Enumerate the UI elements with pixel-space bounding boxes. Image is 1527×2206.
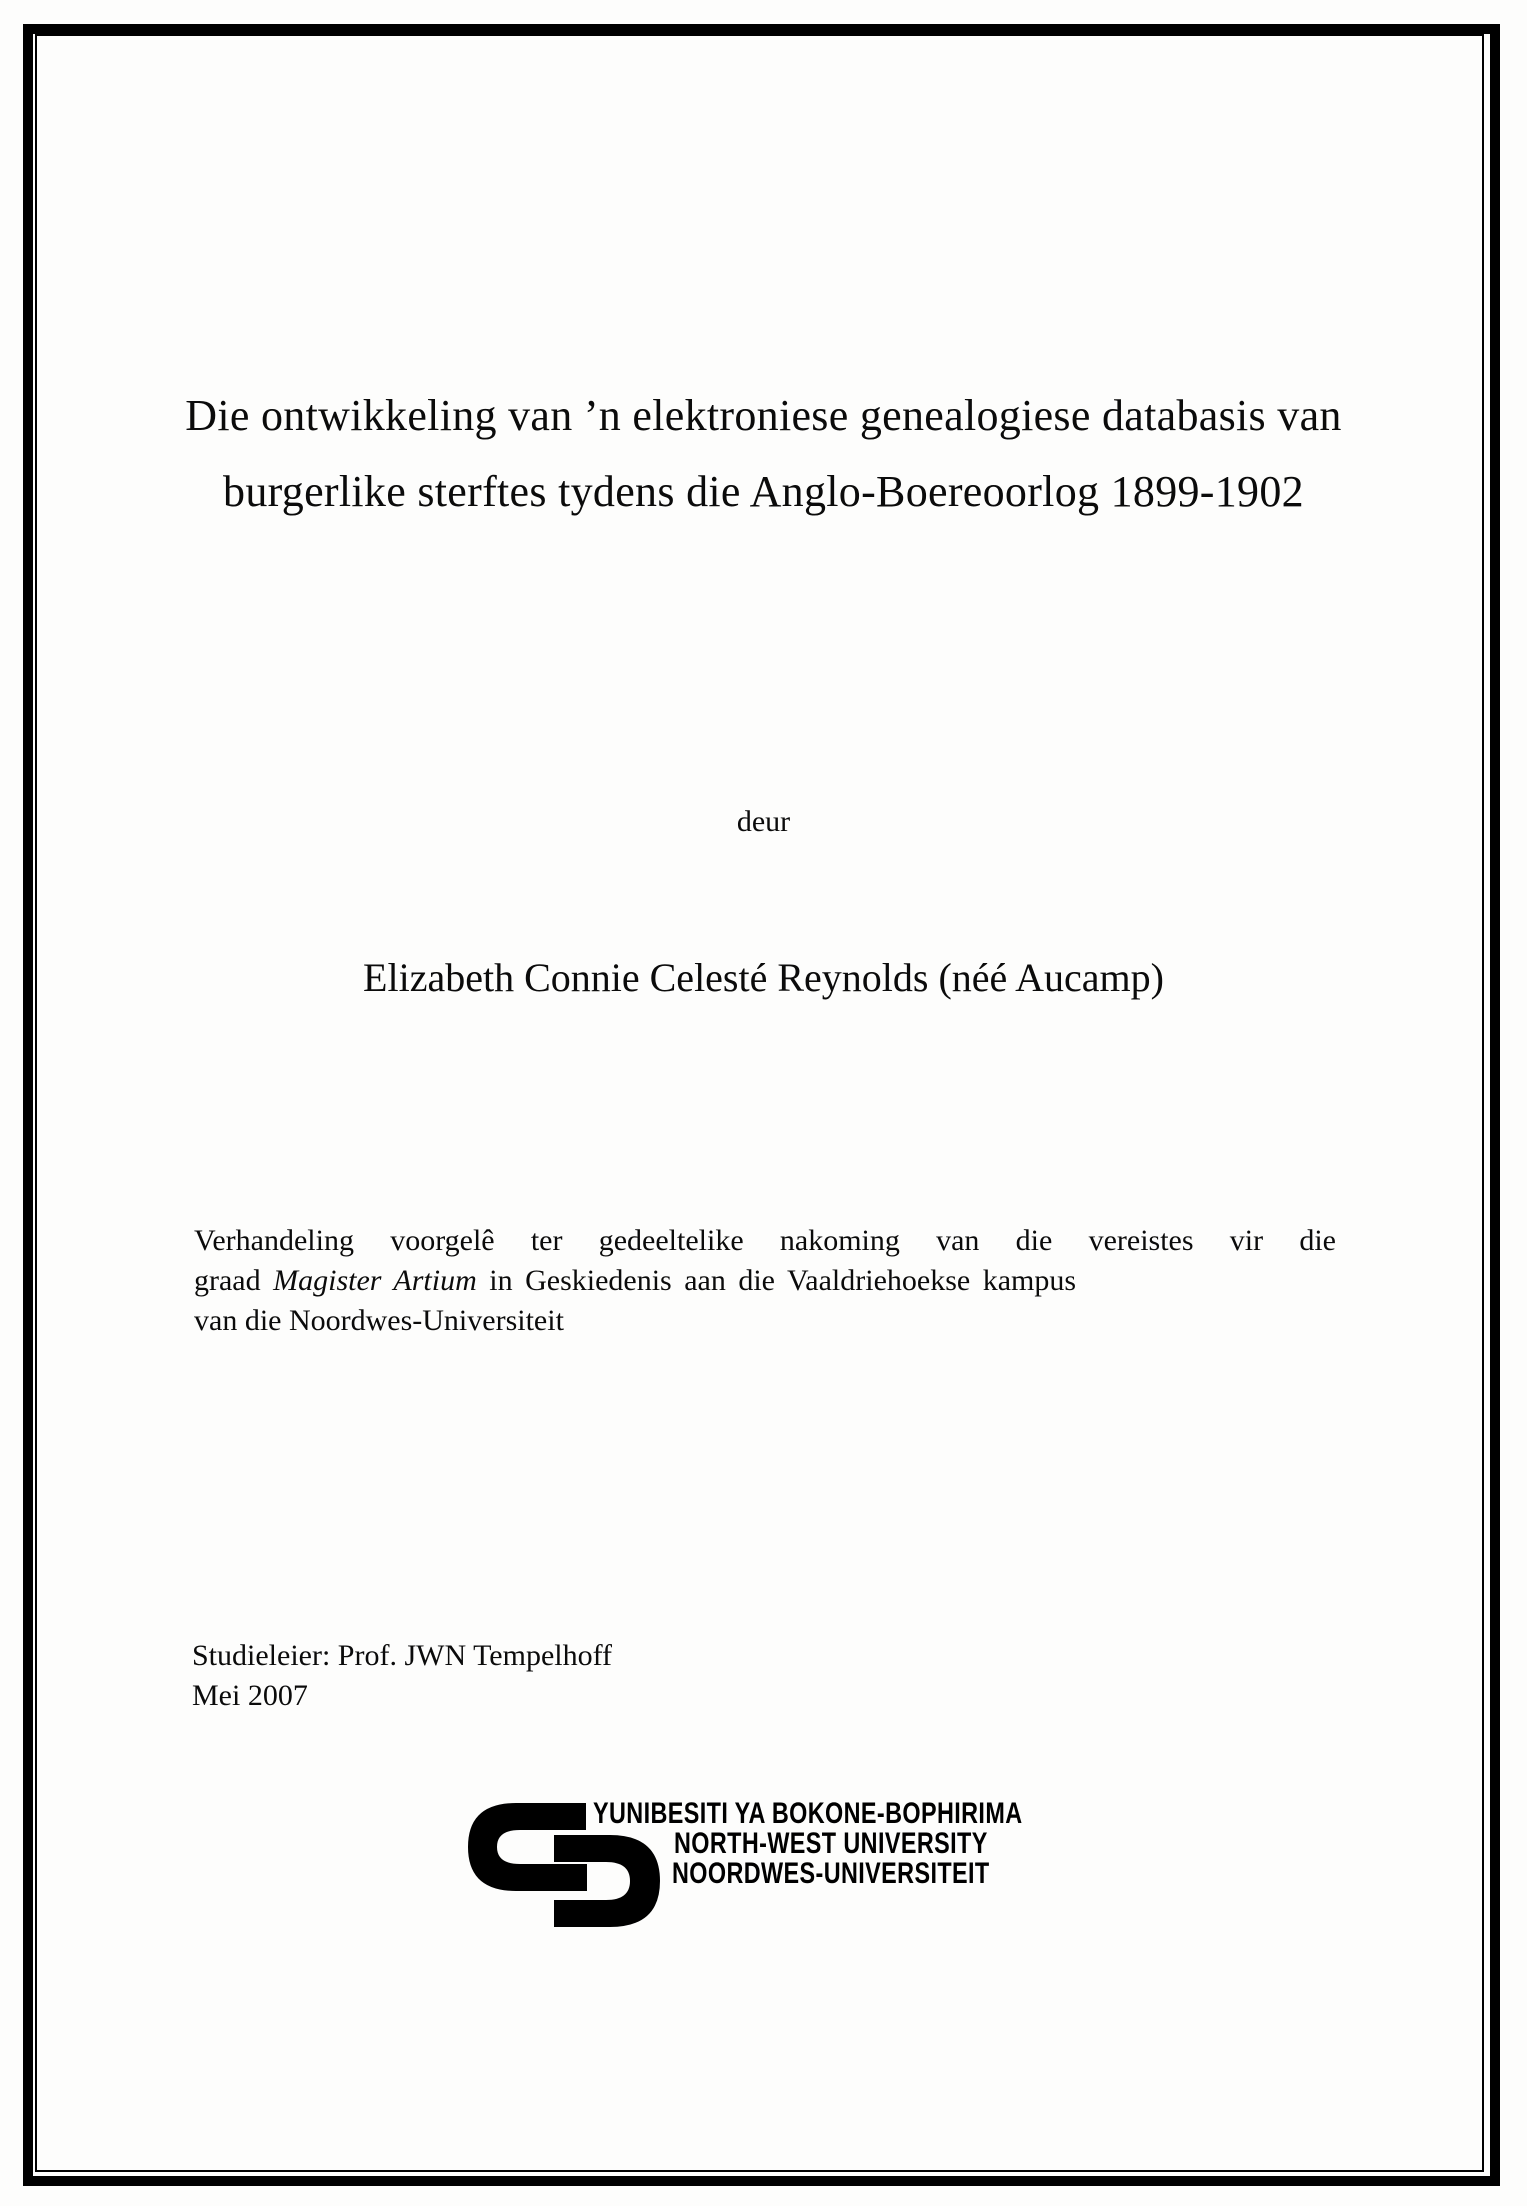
logo-text-line-3: NOORDWES-UNIVERSITEIT [672, 1857, 990, 1890]
supervisor-line: Studieleier: Prof. JWN Tempelhoff [192, 1639, 613, 1672]
declaration-line-2-post: in Geskiedenis aan die Vaaldriehoekse kampus [476, 1264, 1077, 1297]
logo-text-line-1: YUNIBESITI YA BOKONE-BOPHIRIMA [593, 1797, 1023, 1830]
date-line: Mei 2007 [192, 1679, 308, 1712]
supervisor-block [192, 1636, 612, 1716]
degree-declaration [194, 1221, 1336, 1341]
thesis-title [0, 378, 1527, 530]
author-name: Elizabeth Connie Celesté Reynolds (néé Aucamp) [363, 955, 1164, 1000]
declaration-line-2 [194, 1261, 1336, 1301]
declaration-line-1: Verhandeling voorgelê ter gedeeltelike nakoming van die vereistes vir die [194, 1224, 1336, 1257]
logo-text-line-2: NORTH-WEST UNIVERSITY [674, 1827, 988, 1860]
university-logo [464, 1799, 1104, 1939]
thesis-title-line-1: Die ontwikkeling van ’n elektroniese genealogiese databasis van [185, 391, 1342, 440]
declaration-line-3: van die Noordwes-Universiteit [194, 1304, 564, 1337]
thesis-title-line-2: burgerlike sterftes tydens die Anglo-Boereoorlog 1899-1902 [223, 467, 1304, 516]
declaration-line-2-pre: graad [194, 1264, 274, 1297]
degree-name: Magister Artium [273, 1264, 477, 1297]
byline-label: deur [736, 805, 791, 838]
